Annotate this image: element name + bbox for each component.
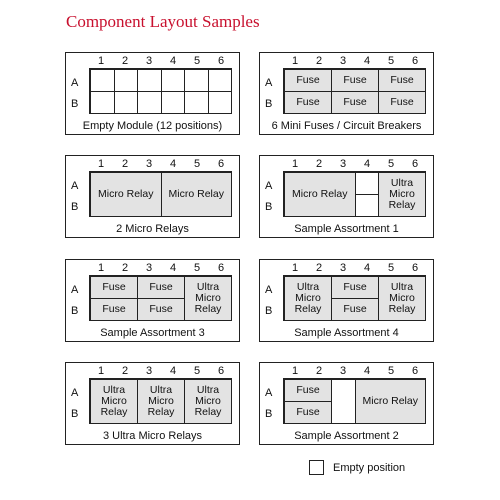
column-number: 1 bbox=[97, 158, 105, 170]
row-label: A bbox=[71, 387, 79, 399]
column-number: 2 bbox=[315, 55, 323, 67]
column-number: 6 bbox=[217, 55, 225, 67]
column-number: 2 bbox=[315, 158, 323, 170]
panel-assortment-2 bbox=[259, 362, 434, 445]
column-header bbox=[89, 365, 232, 377]
empty-position bbox=[161, 91, 186, 114]
panel-caption: Sample Assortment 3 bbox=[100, 327, 205, 339]
row-label: A bbox=[265, 284, 273, 296]
module-grid bbox=[283, 378, 426, 424]
panel-caption: Sample Assortment 4 bbox=[294, 327, 399, 339]
column-number: 3 bbox=[145, 158, 153, 170]
column-number: 4 bbox=[169, 158, 177, 170]
empty-position bbox=[184, 69, 209, 92]
page-title: Component Layout Samples bbox=[66, 12, 260, 31]
column-number: 5 bbox=[387, 55, 395, 67]
column-header bbox=[283, 262, 426, 274]
fuse-slot bbox=[90, 276, 138, 299]
panel-ultra-micro-relays bbox=[65, 362, 240, 445]
column-number: 3 bbox=[339, 365, 347, 377]
panel-caption: Sample Assortment 2 bbox=[294, 430, 399, 442]
column-number: 2 bbox=[121, 262, 129, 274]
component-label: Fuse bbox=[102, 281, 126, 293]
empty-position bbox=[331, 379, 356, 424]
ultra-micro-relay-slot bbox=[90, 379, 138, 424]
column-number: 1 bbox=[291, 55, 299, 67]
row-label: A bbox=[265, 387, 273, 399]
column-number: 1 bbox=[97, 262, 105, 274]
module-grid bbox=[89, 171, 232, 217]
component-label: Ultra Micro Relay bbox=[100, 384, 128, 418]
empty-position bbox=[90, 69, 115, 92]
empty-position bbox=[208, 69, 233, 92]
module-grid bbox=[89, 378, 232, 424]
component-label: Micro Relay bbox=[292, 188, 348, 200]
column-number: 5 bbox=[193, 262, 201, 274]
column-number: 1 bbox=[291, 365, 299, 377]
empty-position bbox=[208, 91, 233, 114]
component-label: Fuse bbox=[343, 74, 367, 86]
empty-position bbox=[114, 91, 139, 114]
empty-position bbox=[137, 69, 162, 92]
ultra-micro-relay-slot bbox=[378, 276, 426, 321]
empty-position bbox=[114, 69, 139, 92]
column-number: 5 bbox=[193, 55, 201, 67]
column-number: 6 bbox=[217, 365, 225, 377]
column-number: 4 bbox=[169, 262, 177, 274]
panel-caption: Empty Module (12 positions) bbox=[82, 120, 223, 132]
panel-caption: 6 Mini Fuses / Circuit Breakers bbox=[271, 120, 422, 132]
column-number: 4 bbox=[363, 158, 371, 170]
row-label: B bbox=[71, 201, 79, 213]
component-label: Fuse bbox=[102, 303, 126, 315]
column-number: 2 bbox=[121, 365, 129, 377]
fuse-slot bbox=[378, 69, 426, 92]
panel-caption: 3 Ultra Micro Relays bbox=[102, 430, 203, 442]
fuse-slot bbox=[137, 298, 185, 321]
column-number: 3 bbox=[339, 55, 347, 67]
panel-assortment-1 bbox=[259, 155, 434, 238]
row-label: A bbox=[71, 284, 79, 296]
panel-empty-module bbox=[65, 52, 240, 135]
column-number: 1 bbox=[291, 158, 299, 170]
fuse-slot bbox=[284, 69, 332, 92]
micro-relay-slot bbox=[90, 172, 162, 217]
micro-relay-slot bbox=[355, 379, 427, 424]
column-header bbox=[89, 158, 232, 170]
module-grid bbox=[89, 68, 232, 114]
column-header bbox=[283, 158, 426, 170]
column-header bbox=[283, 365, 426, 377]
component-label: Ultra Micro Relay bbox=[388, 177, 416, 211]
component-label: Fuse bbox=[390, 74, 414, 86]
module-grid bbox=[89, 275, 232, 321]
column-number: 4 bbox=[363, 262, 371, 274]
column-header bbox=[89, 55, 232, 67]
column-number: 5 bbox=[387, 365, 395, 377]
row-label: B bbox=[71, 408, 79, 420]
component-label: Fuse bbox=[296, 96, 320, 108]
ultra-micro-relay-slot bbox=[137, 379, 185, 424]
ultra-micro-relay-slot bbox=[378, 172, 426, 217]
row-label: B bbox=[265, 305, 273, 317]
module-grid bbox=[283, 275, 426, 321]
fuse-slot bbox=[284, 379, 332, 402]
row-label: B bbox=[71, 305, 79, 317]
panel-caption: 2 Micro Relays bbox=[116, 223, 189, 235]
column-number: 6 bbox=[411, 365, 419, 377]
column-header bbox=[283, 55, 426, 67]
row-label: A bbox=[265, 180, 273, 192]
column-number: 2 bbox=[315, 262, 323, 274]
empty-position bbox=[90, 91, 115, 114]
fuse-slot bbox=[137, 276, 185, 299]
column-number: 3 bbox=[145, 55, 153, 67]
row-label: B bbox=[71, 98, 79, 110]
fuse-slot bbox=[90, 298, 138, 321]
empty-position bbox=[355, 194, 380, 217]
panel-mini-fuses bbox=[259, 52, 434, 135]
empty-position bbox=[184, 91, 209, 114]
column-number: 4 bbox=[363, 55, 371, 67]
component-label: Micro Relay bbox=[98, 188, 154, 200]
component-label: Fuse bbox=[296, 74, 320, 86]
column-number: 5 bbox=[193, 158, 201, 170]
micro-relay-slot bbox=[284, 172, 356, 217]
column-number: 5 bbox=[387, 262, 395, 274]
component-label: Fuse bbox=[390, 96, 414, 108]
column-number: 6 bbox=[411, 262, 419, 274]
row-label: B bbox=[265, 98, 273, 110]
panel-micro-relays bbox=[65, 155, 240, 238]
fuse-slot bbox=[331, 276, 379, 299]
column-number: 2 bbox=[121, 158, 129, 170]
component-label: Fuse bbox=[296, 384, 320, 396]
row-label: A bbox=[71, 180, 79, 192]
column-number: 5 bbox=[387, 158, 395, 170]
column-number: 1 bbox=[97, 55, 105, 67]
fuse-slot bbox=[331, 298, 379, 321]
component-label: Micro Relay bbox=[168, 188, 224, 200]
empty-position-swatch bbox=[309, 460, 324, 475]
fuse-slot bbox=[378, 91, 426, 114]
column-number: 3 bbox=[145, 262, 153, 274]
component-label: Fuse bbox=[343, 96, 367, 108]
legend-label: Empty position bbox=[333, 462, 406, 474]
empty-position bbox=[161, 69, 186, 92]
panel-caption: Sample Assortment 1 bbox=[294, 223, 399, 235]
component-label: Fuse bbox=[343, 303, 367, 315]
component-label: Ultra Micro Relay bbox=[194, 384, 222, 418]
column-number: 3 bbox=[145, 365, 153, 377]
empty-position bbox=[137, 91, 162, 114]
component-label: Fuse bbox=[149, 281, 173, 293]
column-number: 4 bbox=[169, 55, 177, 67]
fuse-slot bbox=[331, 91, 379, 114]
fuse-slot bbox=[331, 69, 379, 92]
ultra-micro-relay-slot bbox=[184, 379, 232, 424]
component-label: Fuse bbox=[296, 406, 320, 418]
component-label: Fuse bbox=[343, 281, 367, 293]
column-number: 1 bbox=[97, 365, 105, 377]
component-label: Ultra Micro Relay bbox=[294, 281, 322, 315]
module-grid bbox=[283, 68, 426, 114]
fuse-slot bbox=[284, 401, 332, 424]
column-number: 1 bbox=[291, 262, 299, 274]
column-header bbox=[89, 262, 232, 274]
column-number: 2 bbox=[315, 365, 323, 377]
column-number: 2 bbox=[121, 55, 129, 67]
column-number: 6 bbox=[411, 55, 419, 67]
column-number: 5 bbox=[193, 365, 201, 377]
fuse-slot bbox=[284, 91, 332, 114]
module-grid bbox=[283, 171, 426, 217]
ultra-micro-relay-slot bbox=[184, 276, 232, 321]
component-label: Ultra Micro Relay bbox=[388, 281, 416, 315]
panel-assortment-4 bbox=[259, 259, 434, 342]
component-label: Ultra Micro Relay bbox=[194, 281, 222, 315]
column-number: 6 bbox=[411, 158, 419, 170]
column-number: 3 bbox=[339, 158, 347, 170]
row-label: B bbox=[265, 201, 273, 213]
column-number: 6 bbox=[217, 262, 225, 274]
row-label: B bbox=[265, 408, 273, 420]
column-number: 4 bbox=[169, 365, 177, 377]
empty-position bbox=[355, 172, 380, 195]
row-label: A bbox=[265, 77, 273, 89]
component-label: Micro Relay bbox=[362, 395, 418, 407]
micro-relay-slot bbox=[161, 172, 233, 217]
panel-assortment-3 bbox=[65, 259, 240, 342]
ultra-micro-relay-slot bbox=[284, 276, 332, 321]
row-label: A bbox=[71, 77, 79, 89]
column-number: 3 bbox=[339, 262, 347, 274]
component-label: Ultra Micro Relay bbox=[147, 384, 175, 418]
column-number: 4 bbox=[363, 365, 371, 377]
column-number: 6 bbox=[217, 158, 225, 170]
component-label: Fuse bbox=[149, 303, 173, 315]
